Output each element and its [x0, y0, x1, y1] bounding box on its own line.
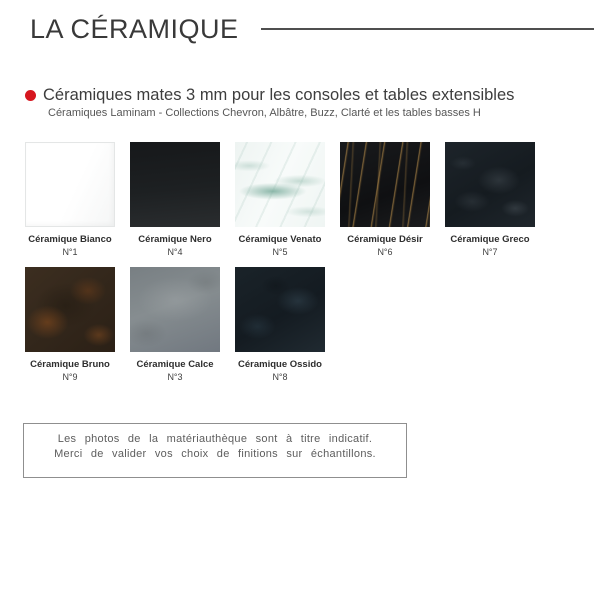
swatch-desir	[340, 142, 430, 258]
swatch-bianco	[25, 142, 115, 258]
swatch-number: N°9	[62, 372, 78, 382]
swatch-number: N°1	[62, 247, 78, 257]
section-heading	[25, 86, 600, 104]
swatch-image-calce	[130, 267, 220, 352]
swatch-image-bianco	[25, 142, 115, 227]
swatch-name: Céramique Bianco	[28, 234, 112, 245]
swatch-nero	[130, 142, 220, 258]
swatch-number: N°7	[482, 247, 498, 257]
disclaimer-note-box	[23, 423, 407, 478]
note-line-2: Merci de valider vos choix de finitions sur échantillons.	[54, 448, 376, 460]
swatch-image-nero	[130, 142, 220, 227]
swatch-image-greco	[445, 142, 535, 227]
page-title: LA CÉRAMIQUE	[30, 14, 239, 44]
section-subheading: Céramiques Laminam - Collections Chevron, Albâtre, Buzz, Clarté et les tables basses H	[48, 107, 481, 119]
red-bullet-icon	[25, 90, 36, 101]
swatch-name: Céramique Bruno	[30, 359, 110, 370]
swatch-ossido	[235, 267, 325, 383]
swatch-name: Céramique Greco	[450, 234, 530, 245]
swatch-number: N°5	[272, 247, 288, 257]
page-header	[0, 0, 600, 44]
swatch-greco	[445, 142, 535, 258]
swatch-image-venato	[235, 142, 325, 227]
title-rule-line	[261, 28, 594, 30]
swatch-name: Céramique Calce	[136, 359, 214, 370]
swatch-name: Céramique Nero	[138, 234, 212, 245]
note-line-1: Les photos de la matériauthèque sont à titre indicatif.	[57, 433, 373, 445]
swatch-number: N°8	[272, 372, 288, 382]
swatch-name: Céramique Désir	[347, 234, 423, 245]
swatch-number: N°6	[377, 247, 393, 257]
swatch-image-desir	[340, 142, 430, 227]
swatch-number: N°4	[167, 247, 183, 257]
swatch-name: Céramique Ossido	[238, 359, 322, 370]
swatch-row-1	[25, 142, 600, 258]
swatch-calce	[130, 267, 220, 383]
swatch-row-2	[25, 267, 600, 383]
swatch-venato	[235, 142, 325, 258]
section-heading-text: Céramiques mates 3 mm pour les consoles et tables extensibles	[43, 86, 515, 104]
swatch-name: Céramique Venato	[238, 234, 322, 245]
swatch-image-bruno	[25, 267, 115, 352]
swatch-bruno	[25, 267, 115, 383]
swatch-image-ossido	[235, 267, 325, 352]
swatch-number: N°3	[167, 372, 183, 382]
